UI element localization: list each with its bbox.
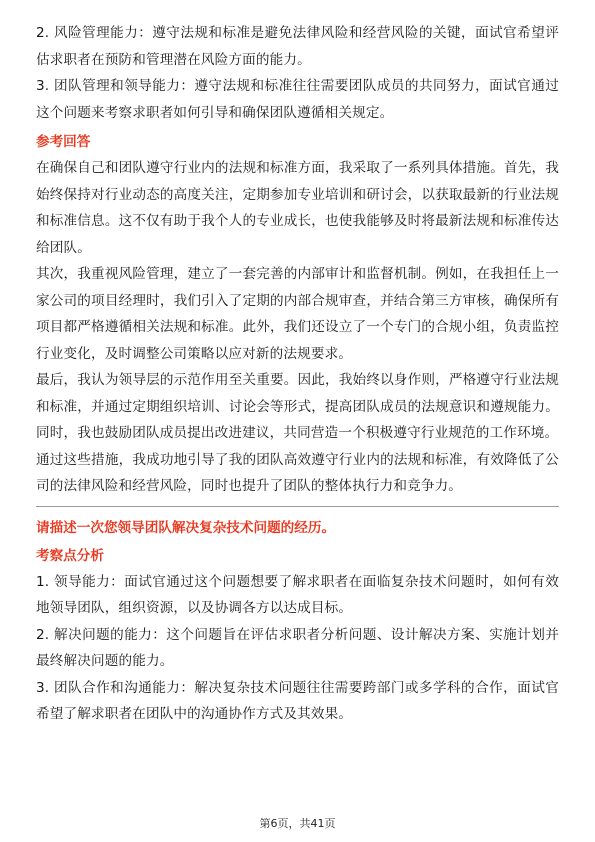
question-title: 请描述一次您领导团队解决复杂技术问题的经历。: [36, 519, 336, 536]
page-number: 第6页，共41页: [259, 817, 336, 830]
analysis-item-2: 2. 解决问题的能力：这个问题旨在评估求职者分析问题、设计解决方案、实施计划并最终解决问题的能力。: [36, 626, 559, 669]
answer-heading: 参考回答: [36, 134, 91, 150]
prev-analysis-item-3: 3. 团队管理和领导能力：遵守法规和标准往往需要团队成员的共同努力，面试官通过这个问题来考察求职者如何引导和确保团队遵循相关规定。: [36, 78, 559, 121]
answer-paragraph-1: 在确保自己和团队遵守行业内的法规和标准方面，我采取了一系列具体措施。首先，我始终保持对行业动态的高度关注，定期参加专业培训和研讨会，以获取最新的行业法规和标准信息。这不仅有助于我个人的专业成长，也使我能够及时将最新法规和标准传达给团队。: [36, 160, 559, 256]
answer-paragraph-4: 通过这些措施，我成功地引导了我的团队高效遵守行业内的法规和标准，有效降低了公司的法律风险和经营风险，同时也提升了团队的整体执行力和竞争力。: [36, 451, 559, 494]
analysis-item-1: 1. 领导能力：面试官通过这个问题想要了解求职者在面临复杂技术问题时，如何有效地领导团队，组织资源，以及协调各方以达成目标。: [36, 573, 559, 616]
prev-analysis-item-2: 2. 风险管理能力：遵守法规和标准是避免法律风险和经营风险的关键，面试官希望评估求职者在预防和管理潜在风险方面的能力。: [36, 25, 559, 68]
document-page: [36, 20, 559, 728]
answer-paragraph-2: 其次，我重视风险管理，建立了一套完善的内部审计和监督机制。例如，在我担任上一家公司的项目经理时，我们引入了定期的内部合规审查，并结合第三方审核，确保所有项目都严格遵循相关法规和标准。此外，我们还设立了一个专门的合规小组，负责监控行业变化，及时调整公司策略以应对新的法规要求。: [36, 266, 559, 362]
analysis-heading: 考察点分析: [36, 547, 104, 564]
analysis-item-3: 3. 团队合作和沟通能力：解决复杂技术问题往往需要跨部门或多学科的合作，面试官希望了解求职者在团队中的沟通协作方式及其效果。: [36, 679, 559, 722]
answer-paragraph-3: 最后，我认为领导层的示范作用至关重要。因此，我始终以身作则，严格遵守行业法规和标准，并通过定期组织培训、讨论会等形式，提高团队成员的法规意识和遵规能力。同时，我也鼓励团队成员提出改进建议，共同营造一个积极遵守行业规范的工作环境。: [36, 372, 559, 441]
section-divider: [36, 506, 559, 507]
